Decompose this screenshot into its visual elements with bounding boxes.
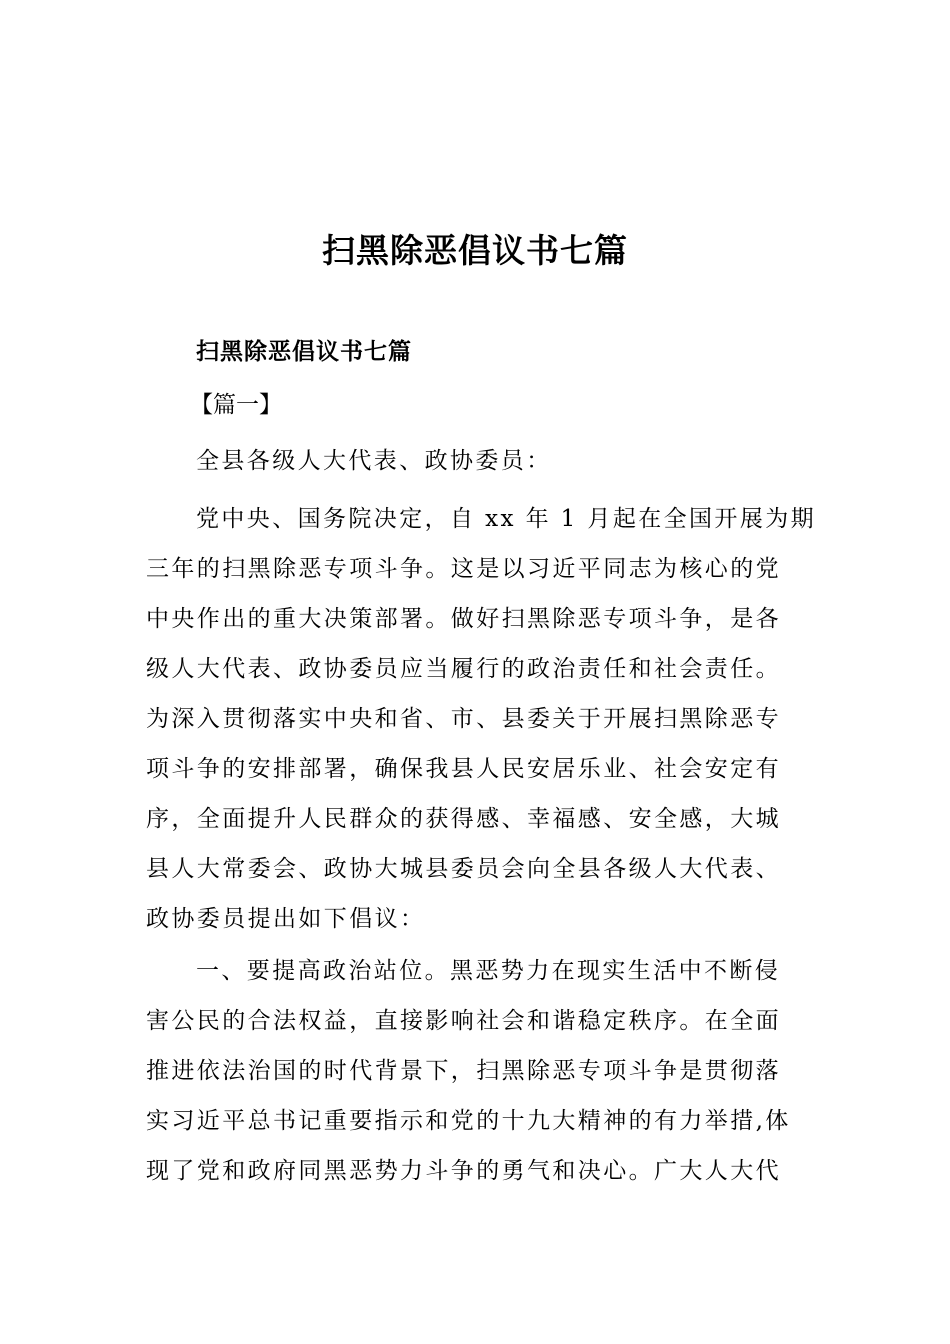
paragraph-line: 级人大代表、政协委员应当履行的政治责任和社会责任。 [146,656,781,682]
paragraph-2 [146,946,806,1196]
document-title: 扫黑除恶倡议书七篇 [322,231,628,270]
paragraph-line: 为深入贯彻落实中央和省、市、县委关于开展扫黑除恶专 [146,706,781,732]
document-subtitle: 扫黑除恶倡议书七篇 [196,339,412,365]
paragraph-line: 党中央、国务院决定，自 xx 年 1 月起在全国开展为期 [196,506,817,532]
paragraph-line: 政协委员提出如下倡议： [146,906,426,932]
paragraph-1 [146,494,817,944]
paragraph-line: 推进依法治国的时代背景下，扫黑除恶专项斗争是贯彻落 [146,1058,781,1084]
paragraph-line: 项斗争的安排部署，确保我县人民安居乐业、社会安定有 [146,756,781,782]
paragraph-line: 县人大常委会、政协大城县委员会向全县各级人大代表、 [146,856,781,882]
paragraph-line: 实习近平总书记重要指示和党的十九大精神的有力举措,体 [146,1108,791,1134]
paragraph-line: 害公民的合法权益，直接影响社会和谐稳定秩序。在全面 [146,1008,781,1034]
paragraph-line: 三年的扫黑除恶专项斗争。这是以习近平同志为核心的党 [146,556,781,582]
paragraph-line: 中央作出的重大决策部署。做好扫黑除恶专项斗争，是各 [146,606,781,632]
paragraph-line: 现了党和政府同黑恶势力斗争的勇气和决心。广大人大代 [146,1158,781,1184]
section-label: 【篇一】 [190,392,282,418]
paragraph-line: 一、要提高政治站位。黑恶势力在现实生活中不断侵 [196,958,781,984]
salutation [146,436,806,486]
paragraph-line: 序，全面提升人民群众的获得感、幸福感、安全感，大城 [146,806,781,832]
salutation-line: 全县各级人大代表、政协委员： [196,448,552,474]
